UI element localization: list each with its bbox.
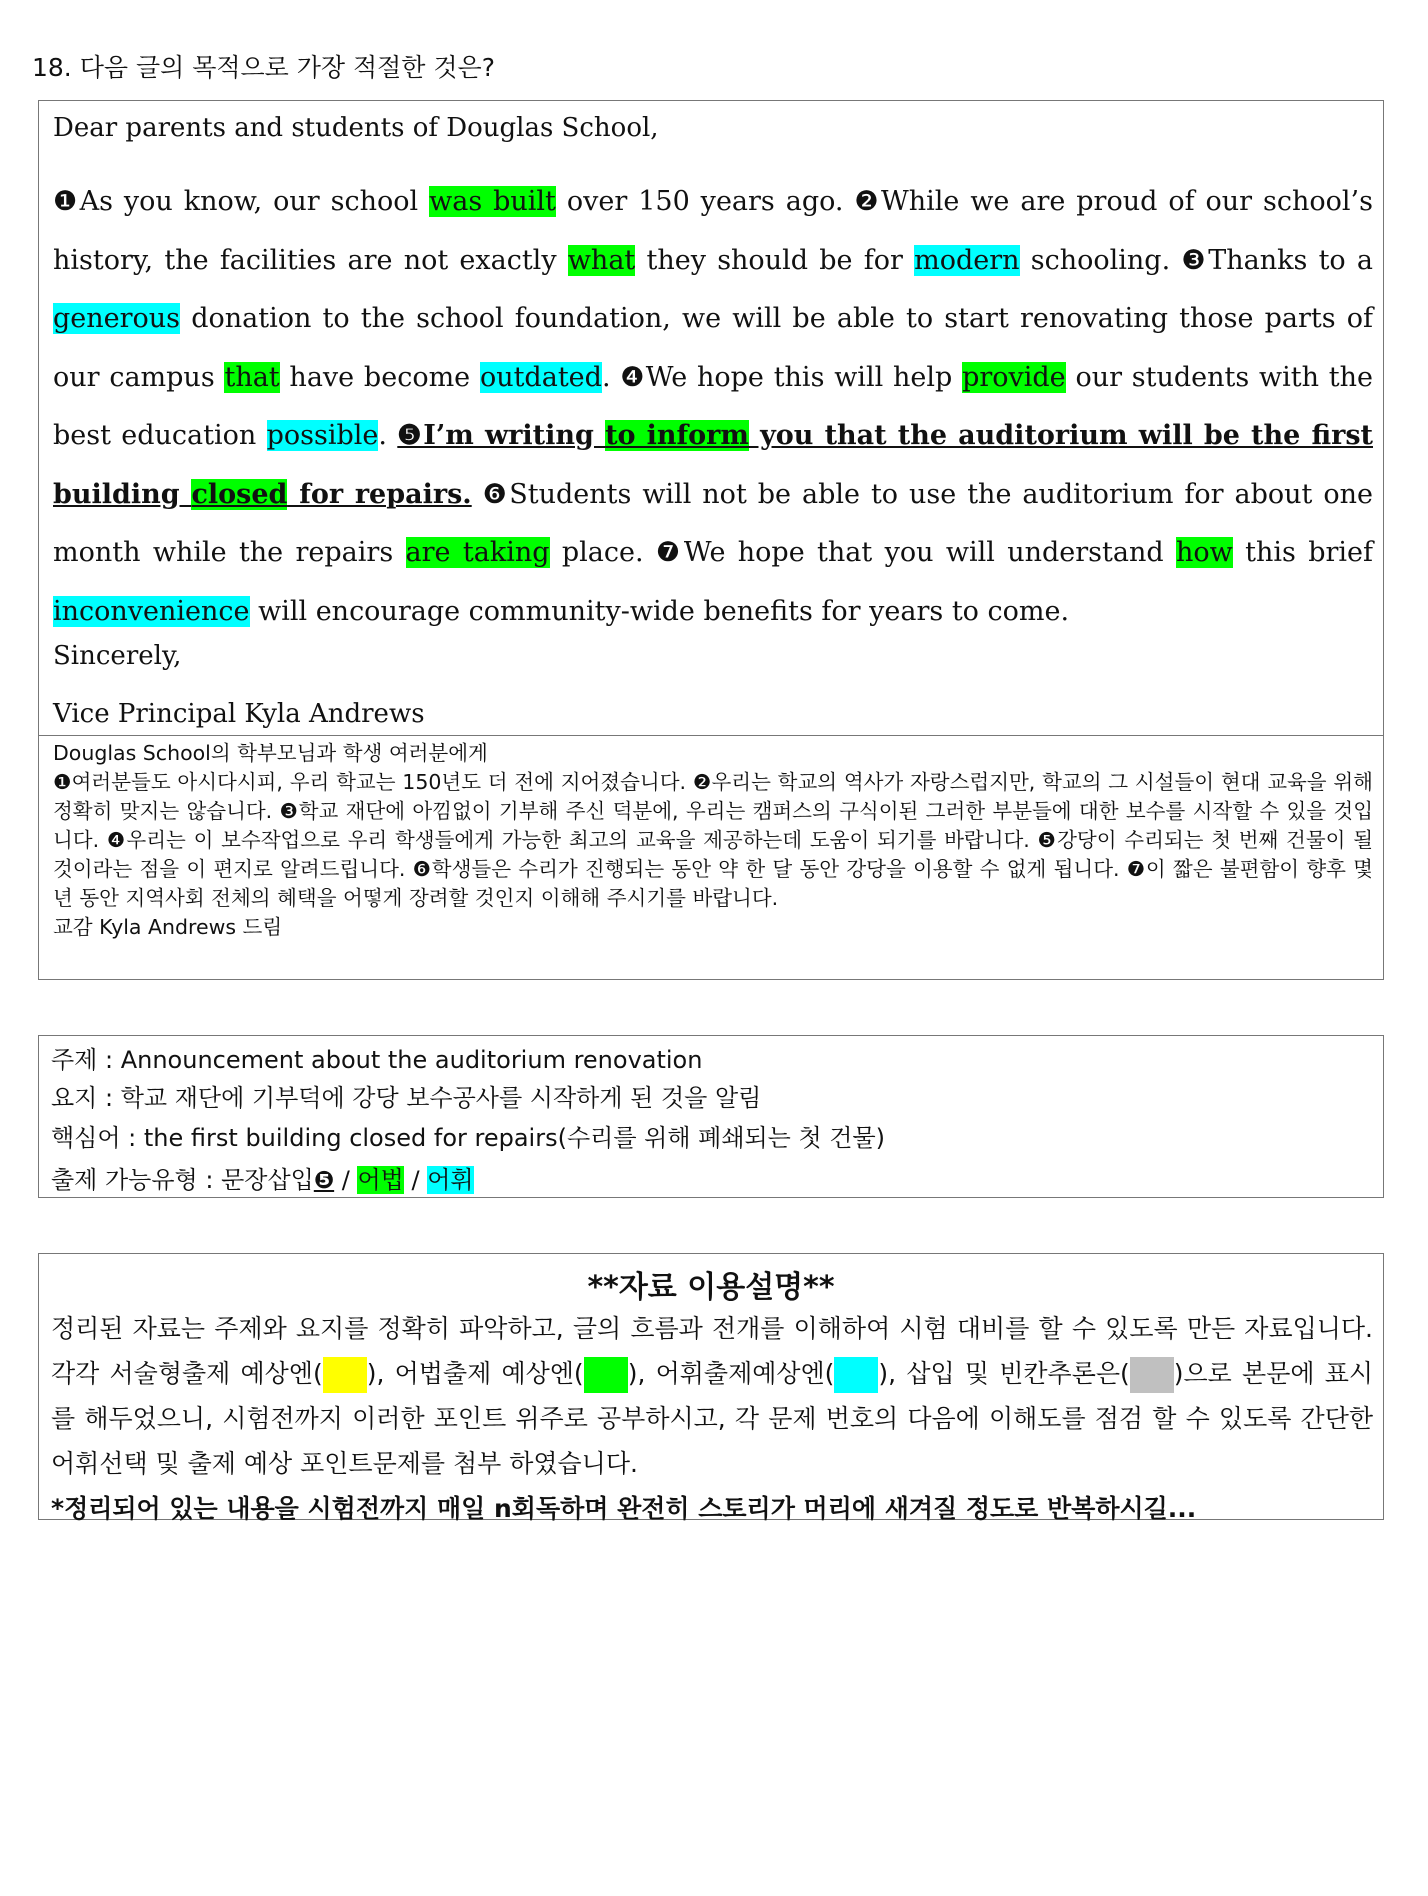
summary-box xyxy=(38,1035,1384,1198)
passage-text: will encourage community-wide benefits for years to come. xyxy=(249,595,1070,627)
grammar-highlight: that xyxy=(224,361,280,393)
passage-text: . xyxy=(378,420,398,451)
essay-color-swatch xyxy=(323,1357,367,1393)
passage-text: place. ❼We hope that you will understand xyxy=(549,537,1176,568)
vocab-highlight: inconvenience xyxy=(53,595,250,627)
vocab-color-swatch xyxy=(834,1357,878,1393)
guide-text-part: ), 어법출제 예상엔( xyxy=(366,1359,584,1388)
passage-text: donation to the school foundation, we will be able to start renovating those parts of our campus xyxy=(53,303,1373,393)
guide-text-part: )으로 본문에 표시를 해두었으니, 시험전까지 이러한 포인트 위주로 공부하시고, 각 문제 번호의 다음에 이해도를 점검 할 수 있도록 간단한 어휘선택 및 출제 예상 포인트문제를 첨부 하였습니다. xyxy=(51,1359,1374,1478)
vocab-highlight: modern xyxy=(914,244,1020,276)
question-types xyxy=(51,1160,474,1195)
letter-body xyxy=(53,173,1373,641)
passage-text: schooling. ❸Thanks to a xyxy=(1019,244,1373,276)
grammar-color-swatch xyxy=(584,1357,628,1393)
passage-box xyxy=(38,100,1384,980)
key-sentence: you that the auditorium will be the first building xyxy=(53,420,1373,510)
passage-text: our students with the best education xyxy=(53,361,1373,451)
passage-text: have become xyxy=(279,361,480,393)
types-prefix: 출제 가능유형 : 문장삽입 xyxy=(51,1166,314,1194)
passage-text: this brief xyxy=(1232,537,1374,568)
grammar-highlight: provide xyxy=(962,361,1066,393)
letter-signature: Vice Principal Kyla Andrews xyxy=(53,699,425,729)
grammar-highlight: what xyxy=(567,244,636,276)
types-number: ❺ xyxy=(313,1166,335,1194)
translation-body: ❶여러분들도 아시다시피, 우리 학교는 150년도 더 전에 지어졌습니다. ❷우리는 학교의 역사가 자랑스럽지만, 학교의 그 시설들이 현대 교육을 위해 정확히 맞지는 않습니다. ❸학교 재단에 아낌없이 기부해 주신 덕분에, 우리는 캠퍼스의 구식이된 그러한 부분들에 대한 보수를 시작할 수 있을 것입니다. ❹우리는 이 보수작업으로 우리 학생들에게 가능한 최고의 교육을 제공하는데 도움이 되기를 바랍니다. ❺강당이 수리되는 첫 번째 건물이 될 것이라는 점을 이 편지로 알려드립니다. ❻학생들은 수리가 진행되는 동안 약 한 달 동안 강당을 이용할 수 없게 됩니다. ❼이 짧은 불편함이 향후 몇 년 동안 지역사회 전체의 혜택을 어떻게 장려할 것인지 이해해 주시기를 바랍니다. xyxy=(53,770,1373,910)
translation xyxy=(53,739,1373,942)
grammar-highlight: how xyxy=(1176,537,1233,568)
grammar-highlight: was built xyxy=(429,186,556,217)
type-vocab: 어휘 xyxy=(427,1166,474,1194)
passage-text: over 150 years ago. ❷While we are proud of our school’s history, the facilities are not exactly xyxy=(53,186,1373,276)
passage-text: . ❹We hope this will help xyxy=(601,361,963,393)
letter-greeting: Dear parents and students of Douglas School, xyxy=(53,113,659,143)
separator: / xyxy=(334,1166,358,1194)
passage-text: they should be for xyxy=(635,244,915,276)
question-title: 18. 다음 글의 목적으로 가장 적절한 것은? xyxy=(32,53,495,82)
keyword: 핵심어 : the first building closed for repairs(수리를 위해 폐쇄되는 첫 건물) xyxy=(51,1124,886,1152)
key-sentence: ❺I’m writing xyxy=(397,420,606,451)
key-sentence: for repairs. xyxy=(287,478,472,510)
letter-closing: Sincerely, xyxy=(53,641,182,671)
grammar-highlight: to inform xyxy=(605,420,749,451)
vocab-highlight: generous xyxy=(53,303,181,334)
type-grammar: 어법 xyxy=(357,1166,404,1194)
grammar-highlight: closed xyxy=(191,478,288,510)
topic: 주제 : Announcement about the auditorium renovation xyxy=(51,1046,703,1074)
translation-signature: 교감 Kyla Andrews 드림 xyxy=(53,915,283,939)
guide-text-part: 정리된 자료는 주제와 요지를 정확히 파악하고, 글의 흐름과 전개를 이해하여 시험 대비를 할 수 있도록 만든 자료입니다. 각각 서술형출제 예상엔( xyxy=(51,1314,1373,1388)
guide-text-part: ), 삽입 및 빈칸추론은( xyxy=(878,1359,1130,1388)
guide-title: **자료 이용설명** xyxy=(587,1270,835,1305)
passage-text: ❻Students will not be able to use the auditorium for about one month while the repairs xyxy=(53,478,1373,568)
insert-color-swatch xyxy=(1130,1357,1174,1393)
vocab-highlight: outdated xyxy=(479,361,602,393)
separator: / xyxy=(403,1166,428,1194)
guide-text xyxy=(51,1306,1373,1531)
gist: 요지 : 학교 재단에 기부덕에 강당 보수공사를 시작하게 된 것을 알림 xyxy=(51,1084,762,1112)
guide-box xyxy=(38,1253,1384,1523)
divider xyxy=(39,735,1383,736)
guide-note: *정리되어 있는 내용을 시험전까지 매일 n회독하며 완전히 스토리가 머리에 새겨질 정도로 반복하시길... xyxy=(51,1494,1197,1523)
translation-greeting: Douglas School의 학부모님과 학생 여러분에게 xyxy=(53,741,488,765)
grammar-highlight: are taking xyxy=(405,537,550,568)
vocab-highlight: possible xyxy=(266,420,379,451)
passage-text: ❶As you know, our school xyxy=(53,186,430,217)
guide-text-part: ), 어휘출제예상엔( xyxy=(627,1359,835,1388)
